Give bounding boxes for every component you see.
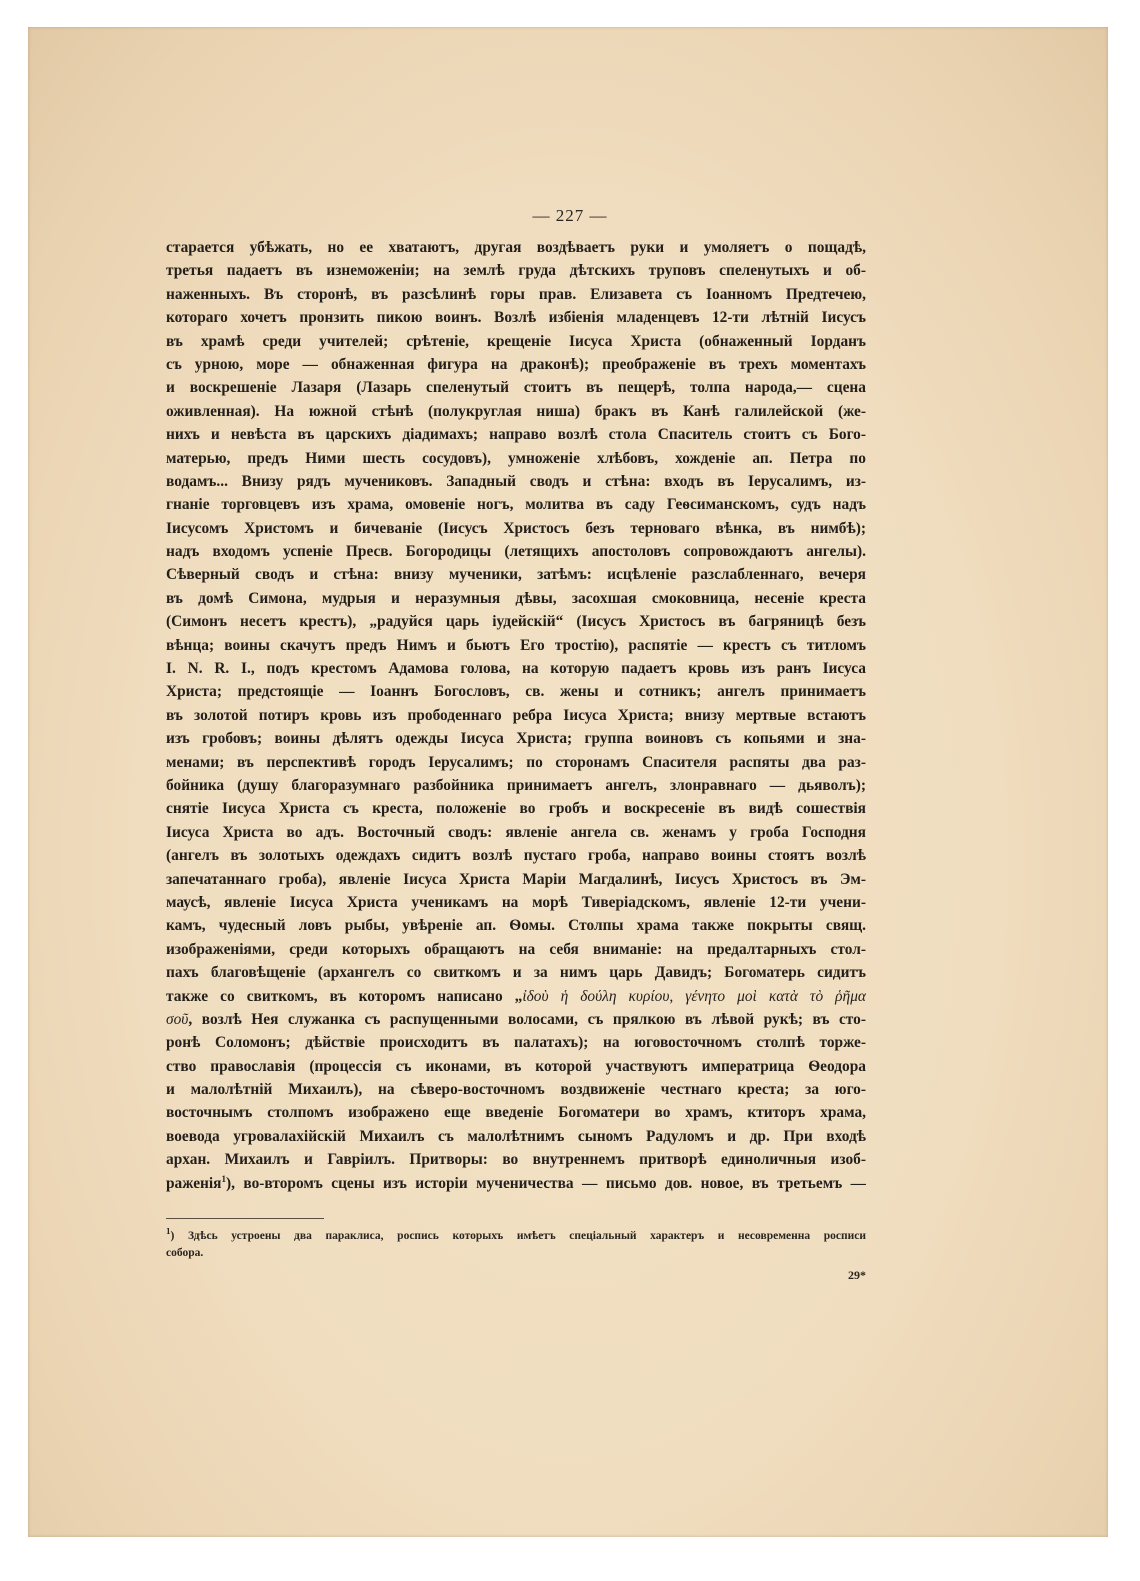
footnote-line-2: собора. [166,1247,204,1259]
text-line: третья падаетъ въ изнеможеніи; на землѣ груда дѣтскихъ труповъ спеленутыхъ и об- [166,262,866,280]
greek-quote-cont: σοῦ [166,1010,189,1028]
footnote-divider [166,1218,324,1219]
text-line: I. N. R. I., подъ крестомъ Адамова голова, на которую падаетъ кровь изъ ранъ Іисуса [166,660,866,678]
text-line: Іисуса Христа во адъ. Восточный сводъ: явленіе ангела св. женамъ у гроба Господня [166,823,866,841]
text-line: въ золотой потиръ кровь изъ прободеннаго ребра Іисуса Христа; внизу мертвые встаютъ [166,706,866,724]
text-line: Іисусомъ Христомъ и бичеваніе (Іисусъ Христосъ безъ терноваго вѣнка, въ нимбѣ); [166,519,866,537]
text-line: (Симонъ несетъ крестъ), „радуйся царь іудейскій“ (Іисусъ Христосъ въ багряницѣ безъ [166,613,866,631]
text-line: бойника (душу благоразумнаго разбойника принимаетъ ангелъ, злонравнаго — дьяволъ); [166,776,866,794]
text-line: оживленная). На южной стѣнѣ (полукруглая ниша) бракъ въ Канѣ галилейской (же- [166,402,866,420]
text-line: старается убѣжать, но ее хватаютъ, другая воздѣваетъ руки и умоляетъ о пощадѣ, [166,239,866,256]
main-text-block [166,236,866,1195]
text-line: маусѣ, явленіе Іисуса Христа ученикамъ на морѣ Тиверіадскомъ, явленіе 12-ти учени- [166,893,866,911]
text-line: и воскрешеніе Лазаря (Лазарь спеленутый стоитъ въ пещерѣ, толпа народа,— сцена [166,379,866,397]
text-line: пахъ благовѣщеніе (архангелъ со свиткомъ и за нимъ царь Давидъ; Богоматерь сидитъ [166,964,866,982]
text-line: вѣнца; воины скачутъ предъ Нимъ и бьютъ Его тростію), распятіе — крестъ съ титломъ [166,636,866,654]
text-lines-upper [166,236,866,985]
footnote-marker: 1 [166,1228,171,1237]
text-line-last: раженія$^1$), во-второмъ сцены изъ исторіи мученичества — письмо дов. новое, въ третьемъ — [166,1173,866,1192]
text-line: ронѣ Соломонъ; дѣйствіе происходитъ въ палатахъ); на юговосточномъ столпѣ торже- [166,1034,866,1052]
text-line: архан. Михаилъ и Гавріилъ. Притворы: во внутреннемъ притворѣ единоличныя изоб- [166,1151,866,1169]
text-line: надъ входомъ успеніе Пресв. Богородицы (летящихъ апостоловъ сопровождаютъ ангелы). [166,543,866,561]
text-line: водамъ... Внизу рядъ мучениковъ. Западный сводъ и стѣна: входъ въ Іерусалимъ, из- [166,472,866,490]
text-line: котораго хочетъ пронзить пикою воинъ. Возлѣ избіенія младенцевъ 12-ти лѣтній Іисусъ [166,309,866,327]
footnote-line-1: $^1$) Здѣсь устроены два параклиса, роспись которыхъ имѣетъ спеціальный характеръ и несовременна росписи [166,1228,866,1242]
text-line: наженныхъ. Въ сторонѣ, въ разсѣлинѣ горы прав. Елизавета съ Іоанномъ Предтечею, [166,285,866,303]
text-line: камъ, чудесный ловъ рыбы, увѣреніе ап. Ѳомы. Столпы храма также покрыты свящ. [166,917,866,935]
text-line: въ домѣ Симона, мудрыя и неразумныя дѣвы, засохшая смоковница, несеніе креста [166,589,866,607]
text-line: запечатаннаго гроба), явленіе Іисуса Христа Маріи Магдалинѣ, Іисусъ Христосъ въ Эм- [166,870,866,888]
text-line: изображеніями, среди которыхъ обращаютъ на себя вниманіе: на предалтарныхъ стол- [166,940,866,958]
text-line: Христа; предстоящіе — Іоаннъ Богословъ, св. жены и сотникъ; ангелъ принимаетъ [166,683,866,701]
text-lines-lower [166,1031,866,1171]
text-line: и малолѣтній Михаилъ), на сѣверо-восточномъ воздвиженіе честнаго креста; за юго- [166,1081,866,1099]
printer-signature-mark: 29* [848,1268,866,1282]
text-line: снятіе Іисуса Христа съ креста, положеніе во гробъ и воскресеніе въ видѣ сошествія [166,800,866,818]
text-line: съ урною, море — обнаженная фигура на драконѣ); преображеніе въ трехъ моментахъ [166,355,866,373]
text-line: ство православія (процессія съ иконами, въ которой участвуютъ императрица Ѳеодора [166,1057,866,1075]
text-line: матерью, предъ Ними шесть сосудовъ), умноженіе хлѣбовъ, хожденіе ап. Петра по [166,449,866,467]
text-line: гнаніе торговцевъ изъ храма, омовеніе ногъ, молитва въ саду Геѳсиманскомъ, судъ надъ [166,496,866,514]
text-line: (ангелъ въ золотыхъ одеждахъ сидитъ возлѣ пустаго гроба, направо воины стоятъ возлѣ [166,847,866,865]
text-line: менами; въ перспективѣ городъ Іерусалимъ; по сторонамъ Спасителя распяты два раз- [166,753,866,771]
text-line: восточнымъ столпомъ изображено еще введеніе Богоматери во храмъ, ктиторъ храма, [166,1104,866,1122]
greek-quote: ἰδοὺ ἡ δούλη κυρίου, γένητο μοὶ κατὰ τὸ ῥῆμα [522,987,866,1005]
footnote-reference: 1 [221,1173,227,1184]
text-line-greek-cont: σοῦ, возлѣ Нея служанка съ распущенными волосами, съ прялкою въ лѣвой рукѣ; въ сто- [166,1010,866,1028]
text-line: изъ гробовъ; воины дѣлятъ одежды Іисуса Христа; группа воиновъ съ копьями и зна- [166,730,866,748]
text-line-greek-quote: также со свиткомъ, въ которомъ написано „ἰδοὺ ἡ δούλη κυρίου, γένητο μοὶ κατὰ τὸ ῥῆμα [166,987,866,1005]
text-line: нихъ и невѣста въ царскихъ діадимахъ; направо возлѣ стола Спаситель стоитъ съ Бого- [166,426,866,444]
text-line: воевода угровалахійскій Михаилъ съ малолѣтнимъ сыномъ Радуломъ и др. При входѣ [166,1127,866,1145]
text-line: Сѣверный сводъ и стѣна: внизу мученики, затѣмъ: исцѣленіе разслабленнаго, вечеря [166,566,866,584]
page-number: — 227 — [532,206,608,225]
text-line: въ храмѣ среди учителей; срѣтеніе, крещеніе Іисуса Христа (обнаженный Іорданъ [166,332,866,350]
footnote [166,1228,866,1262]
